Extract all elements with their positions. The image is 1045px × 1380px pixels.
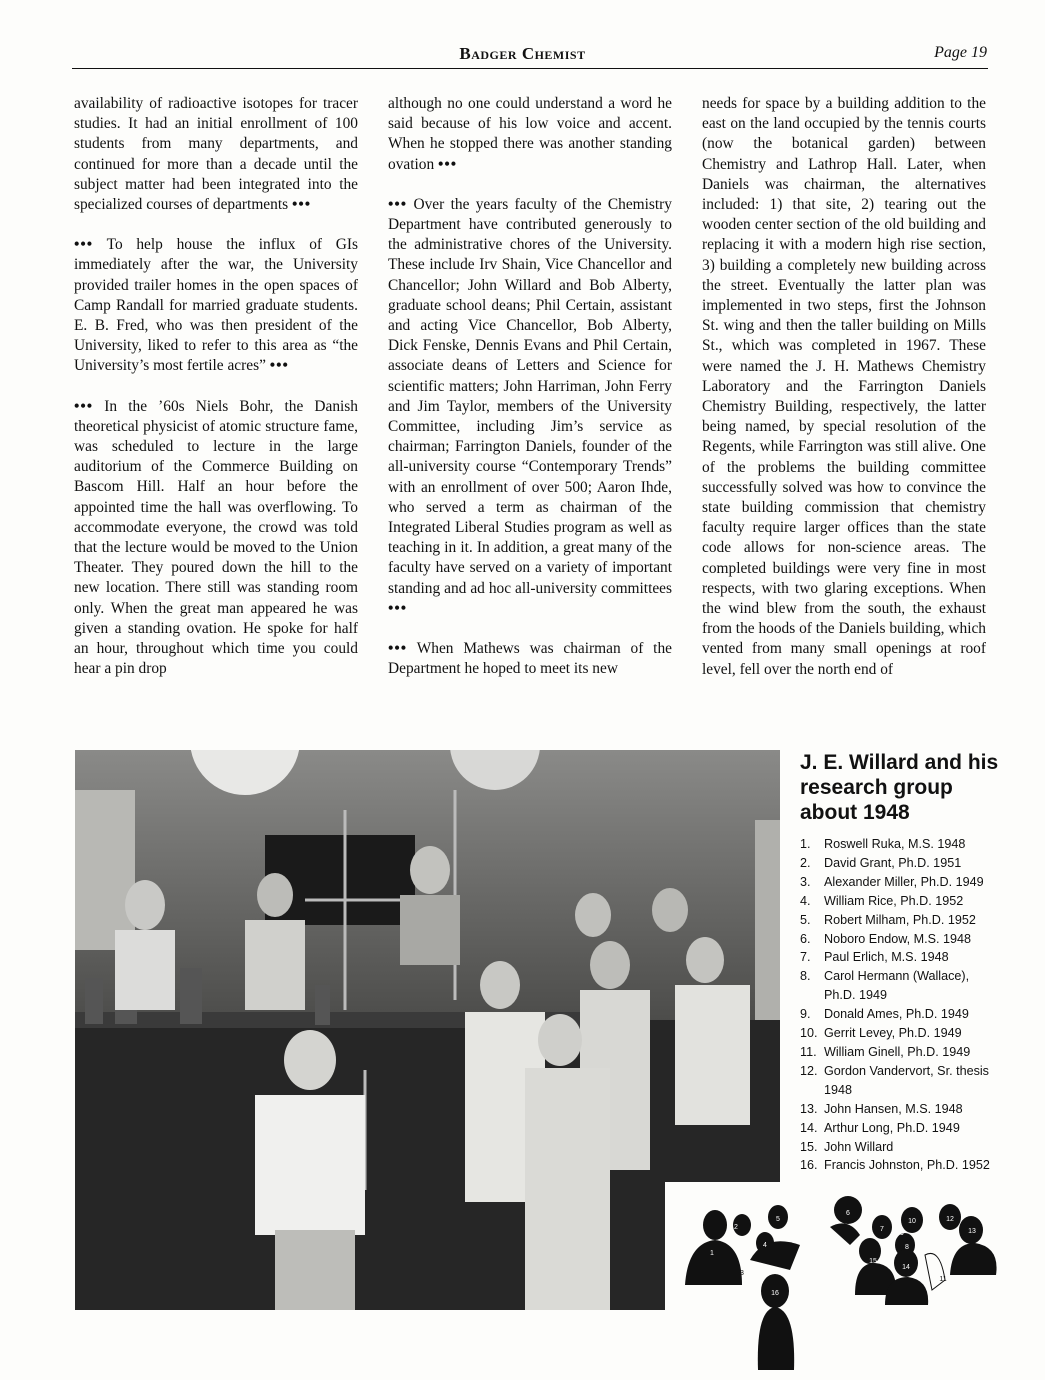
roster-name: John Hansen, M.S. 1948: [824, 1101, 963, 1116]
roster-number: 4.: [800, 893, 811, 908]
roster-number: 14.: [800, 1120, 818, 1135]
key-label: 1: [710, 1250, 714, 1257]
paragraph: needs for space by a building addition to the east on the land occupied by the tennis courts (now the botanical garden) between Chemistry and Lathrop Hall. Later, when Daniels was chairman, the alternatives included: 1) that site, 2) tearing out the wooden center section of the old building and replacing it with a modern high rise section, 3) building a completely new building across the street. Eventually the latter plan was implemented in two steps, first the Johnson St. wing and then the taller building on Mills St., which was completed in 1967. These were named the J. H. Mathews Chemistry Laboratory and the Farrington Daniels Chemistry Building, respectively, the latter being named, by special resolution of the Regents, while Farrington was still alive. One of the problems the building committee successfully solved was how to convince the state building commission that chemistry faculty require larger offices than the state code allows for non-science areas. The completed buildings were very fine in most respects, with two glaring exceptions. When the wind blew from the south, the exhaust from the hoods of the Daniels building, which vented from many small openings at roof level, fell over the north end of: [702, 95, 986, 678]
key-label: 9: [900, 1230, 904, 1237]
page-number: Page 19: [934, 44, 987, 61]
paragraph: ••• To help house the influx of GIs immediately after the war, the University provided trailer homes in the open spaces of Camp Randall for married graduate students. E. B. Fred, who was then president of the University, liked to refer to this area as “the University’s most fertile acres” •••: [74, 236, 358, 375]
text-column-2: [388, 94, 672, 699]
roster-name: William Rice, Ph.D. 1952: [824, 893, 964, 908]
roster-name: Donald Ames, Ph.D. 1949: [824, 1007, 969, 1022]
paragraph: ••• In the ’60s Niels Bohr, the Danish theoretical physicist of atomic structure fame, was scheduled to lecture in the large auditorium of the Commerce Building on Bascom Hill. Half an hour before the appointed time the hall was overflowing. To accommodate everyone, the crowd was told that the lecture would be moved to the Union Theater. They poured down the hill to the new location. There still was standing room only. When the great man appeared he was given a standing ovation. He spoke for half an hour, throughout which time you could hear a pin drop: [74, 397, 358, 678]
roster-item: [800, 967, 1000, 1005]
paragraph: although no one could understand a word he said because of his low voice and accent. When he stopped there was another standing ovation •••: [388, 95, 672, 173]
roster-name: Francis Johnston, Ph.D. 1952: [824, 1158, 990, 1173]
roster-item: [800, 892, 1000, 911]
roster-item: [800, 854, 1000, 873]
roster-item: [800, 948, 1000, 967]
roster-number: 16.: [800, 1158, 818, 1173]
roster-number: 13.: [800, 1101, 818, 1116]
roster-name: Noboro Endow, M.S. 1948: [824, 931, 972, 946]
key-label: 3: [740, 1270, 744, 1277]
paragraph: ••• Over the years faculty of the Chemistry Department have contributed generously to the administrative chores of the University. These include Irv Shain, Vice Chancellor and Chancellor; John Willard and Bob Alberty, graduate school deans; Phil Certain, assistant and acting Vice Chancellor, Bob Alberty, Dick Fenske, Dennis Evans and Phil Certain, associate deans of Letters and Science for scientific matters; John Harriman, John Ferry and Jim Taylor, members of the University Committee, including Jim’s service as chairman; Farrington Daniels, founder of the all-university course “Contemporary Trends” with an enrollment of over 500; Aaron Ihde, who served a term as chairman of the Integrated Liberal Studies program as well as teaching in it. In addition, a great many of the faculty have served on a variety of important standing and ad hoc all-university committees •••: [388, 195, 672, 617]
paragraph: availability of radioactive isotopes for tracer studies. It had an initial enrollment of 100 students from many departments, and continued for more than a decade until the subject matter had been integrated into the specialized courses of departments •••: [74, 95, 358, 214]
people-list: [800, 835, 1000, 1175]
roster-number: 10.: [800, 1026, 818, 1041]
key-label: 10: [908, 1218, 916, 1225]
header-rule: [72, 68, 988, 69]
key-label: 8: [905, 1244, 909, 1251]
roster-number: 9.: [800, 1007, 811, 1022]
roster-item: [800, 1138, 1000, 1157]
roster-item: [800, 1005, 1000, 1024]
key-label: 6: [846, 1210, 850, 1217]
roster-item: [800, 873, 1000, 892]
roster-name: Arthur Long, Ph.D. 1949: [824, 1120, 960, 1135]
key-label: 13: [968, 1228, 976, 1235]
running-header-title: Badger Chemist: [459, 44, 586, 63]
roster-name: Roswell Ruka, M.S. 1948: [824, 837, 966, 851]
roster-number: 3.: [800, 874, 811, 889]
roster-item: [800, 930, 1000, 949]
roster-number: 12.: [800, 1063, 818, 1078]
roster-name: Carol Hermann (Wallace), Ph.D. 1949: [824, 969, 970, 1003]
key-label: 4: [763, 1242, 767, 1249]
key-label: 7: [880, 1226, 884, 1233]
roster-name: William Ginell, Ph.D. 1949: [824, 1044, 971, 1059]
roster-name: Paul Erlich, M.S. 1948: [824, 950, 949, 965]
caption-title: J. E. Willard and his research group about 1948: [800, 751, 999, 824]
roster-number: 6.: [800, 931, 811, 946]
roster-number: 2.: [800, 855, 811, 870]
roster-item: [800, 1062, 1000, 1100]
key-label: 11: [939, 1276, 947, 1283]
roster-item: [800, 911, 1000, 930]
key-label: 12: [946, 1216, 954, 1223]
roster-item: [800, 1043, 1000, 1062]
roster-number: 8.: [800, 969, 811, 984]
roster-item: [800, 1024, 1000, 1043]
silhouette-key-diagram: [670, 1185, 1010, 1375]
roster-number: 15.: [800, 1139, 818, 1154]
roster-name: John Willard: [824, 1139, 894, 1154]
roster-item: [800, 835, 1000, 854]
roster-name: Alexander Miller, Ph.D. 1949: [824, 874, 984, 889]
text-column-3: [702, 94, 986, 700]
roster-item: [800, 1156, 1000, 1175]
roster-number: 5.: [800, 912, 811, 927]
photo-caption: [800, 750, 1000, 1175]
roster-name: Gordon Vandervort, Sr. thesis 1948: [824, 1063, 989, 1097]
silhouette-key: [670, 1185, 1010, 1375]
key-label: 15: [869, 1258, 877, 1265]
roster-number: 11.: [800, 1044, 817, 1059]
roster-number: 7.: [800, 950, 811, 965]
roster-item: [800, 1100, 1000, 1119]
key-label: 2: [734, 1224, 738, 1231]
roster-name: Robert Milham, Ph.D. 1952: [824, 912, 976, 927]
key-label: 14: [902, 1264, 910, 1271]
roster-number: 1.: [800, 837, 811, 851]
text-column-1: [74, 94, 358, 699]
roster-item: [800, 1119, 1000, 1138]
key-label: 16: [771, 1290, 779, 1297]
roster-name: David Grant, Ph.D. 1951: [824, 855, 962, 870]
paragraph: ••• When Mathews was chairman of the Department he hoped to meet its new: [388, 640, 672, 678]
key-label: 5: [776, 1216, 780, 1223]
roster-name: Gerrit Levey, Ph.D. 1949: [824, 1026, 962, 1041]
